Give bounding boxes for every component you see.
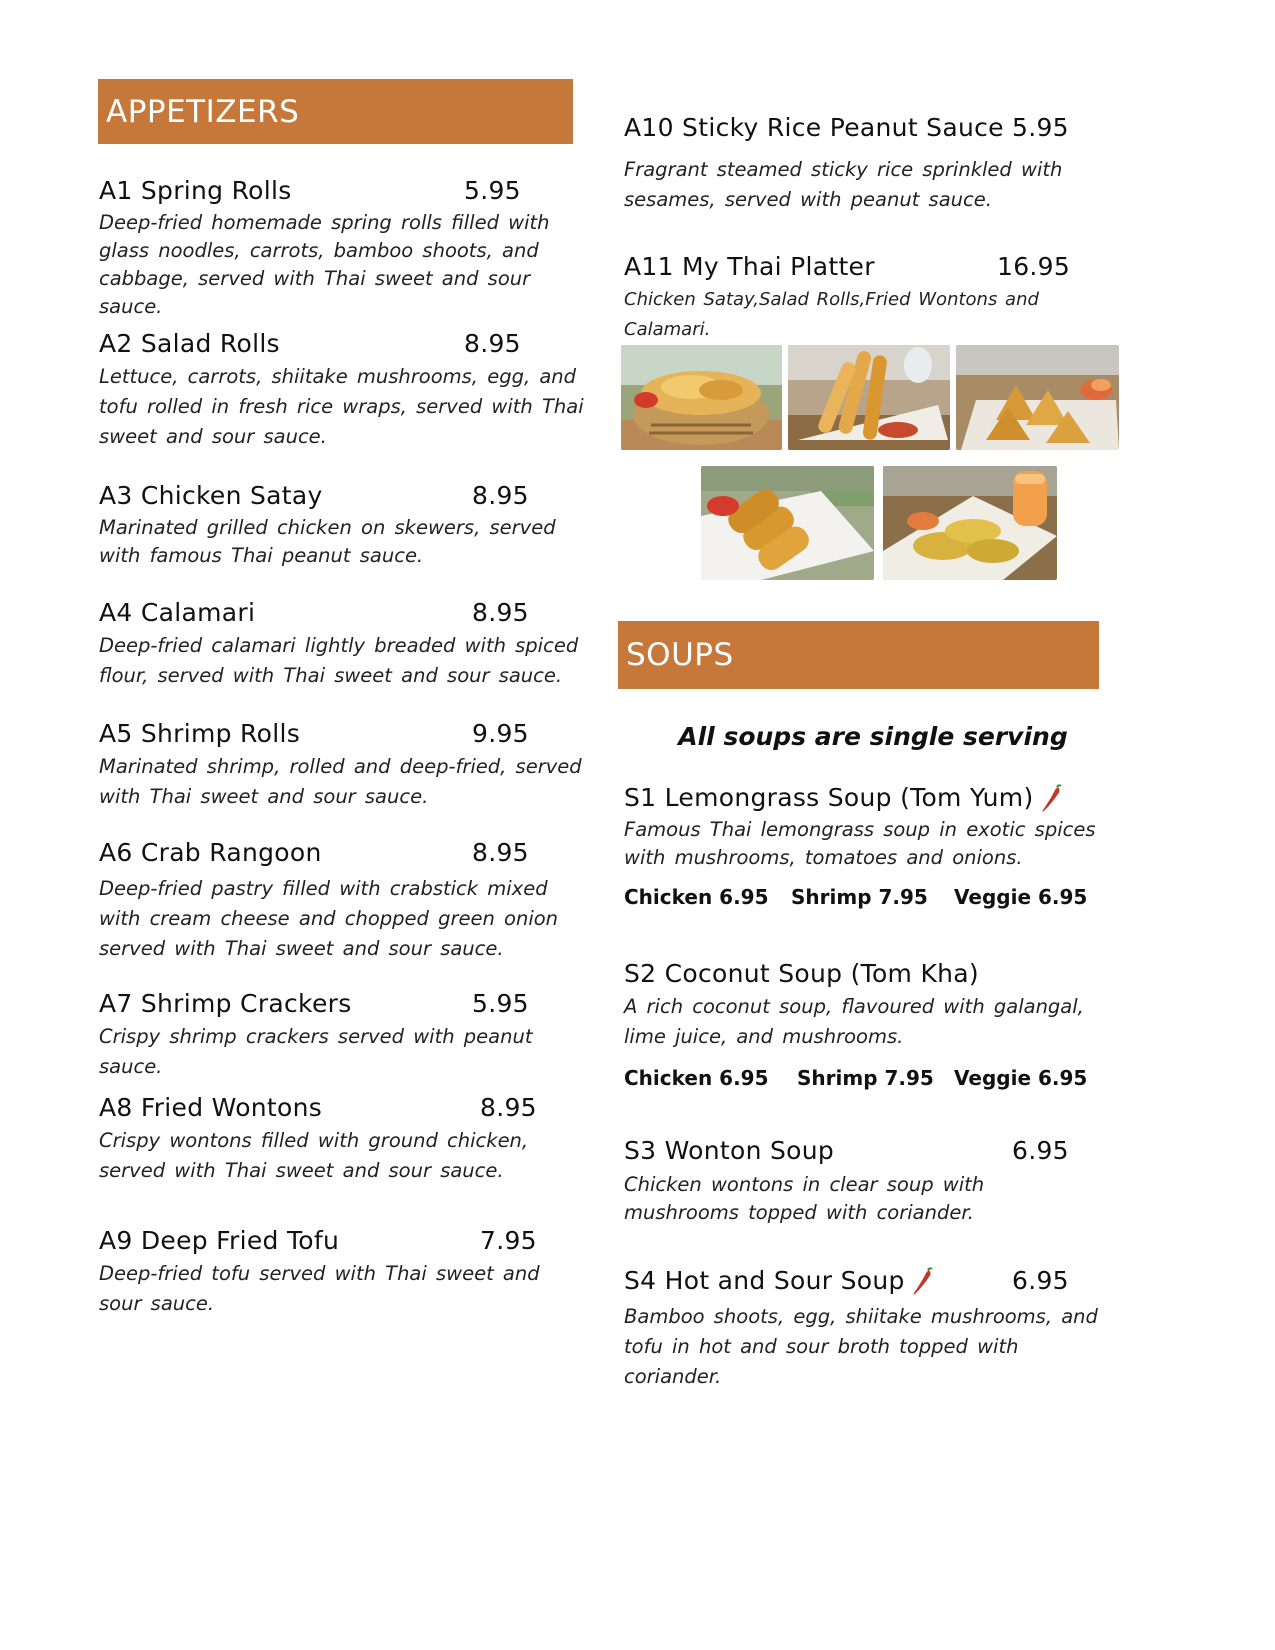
menu-item-a11 [624, 251, 1124, 345]
item-name: A4 Calamari [99, 598, 256, 627]
item-price: 6.95 [1012, 1266, 1069, 1295]
menu-item-a9 [99, 1225, 569, 1319]
item-name: S3 Wonton Soup [624, 1136, 835, 1165]
item-price: 7.95 [480, 1226, 537, 1255]
price-veggie: Veggie 6.95 [954, 1066, 1088, 1090]
menu-item-a7 [99, 988, 599, 1082]
item-description: Marinated shrimp, rolled and deep-fried, served with Thai sweet and sour sauce. [99, 755, 582, 808]
soups-header-label: SOUPS [626, 637, 734, 673]
appetizers-header-label: APPETIZERS [106, 93, 300, 130]
shrimp-rolls-photo [788, 345, 950, 450]
menu-item-a1 [99, 175, 579, 321]
item-price: 5.95 [464, 176, 521, 205]
crab-rangoon-photo [956, 345, 1119, 450]
item-name: A3 Chicken Satay [99, 481, 323, 510]
soups-note: All soups are single serving [678, 722, 1068, 751]
item-description: Deep-fried pastry filled with crabstick mixed with cream cheese and chopped green onion served with Thai sweet and sour sauce. [99, 877, 559, 960]
menu-item-a5 [99, 718, 604, 812]
item-description: Marinated grilled chicken on skewers, served with famous Thai peanut sauce. [99, 516, 556, 567]
item-name: A8 Fried Wontons [99, 1093, 323, 1122]
item-description: Deep-fried homemade spring rolls filled with glass noodles, carrots, bamboo shoots, and cabbage, served with Thai sweet and sour sauce. [99, 211, 550, 318]
appetizers-header [98, 79, 573, 144]
item-price: 8.95 [472, 481, 529, 510]
item-description: Crispy shrimp crackers served with peanut sauce. [99, 1025, 533, 1078]
chili-icon [1040, 784, 1064, 814]
item-price: 8.95 [480, 1093, 537, 1122]
item-description: Chicken Satay,Salad Rolls,Fried Wontons and Calamari. [624, 289, 1039, 340]
price-chicken: Chicken 6.95 [624, 1066, 769, 1090]
item-price: 8.95 [472, 838, 529, 867]
spring-rolls-photo [701, 466, 874, 580]
menu-item-a6 [99, 837, 569, 964]
menu-item-a2 [99, 328, 594, 452]
item-description: Bamboo shoots, egg, shiitake mushrooms, and tofu in hot and sour broth topped with coriander. [624, 1305, 1098, 1388]
price-shrimp: Shrimp 7.95 [797, 1066, 934, 1090]
item-description: Deep-fried calamari lightly breaded with spiced flour, served with Thai sweet and sour sauce. [99, 634, 579, 687]
soup-price-options [624, 885, 1124, 911]
chicken-satay-photo [883, 466, 1057, 580]
item-description: Fragrant steamed sticky rice sprinkled with sesames, served with peanut sauce. [624, 158, 1063, 211]
item-price: 6.95 [1012, 1136, 1069, 1165]
menu-item-s1 [624, 782, 1124, 872]
item-price: 5.95 [1012, 113, 1069, 142]
item-description: Famous Thai lemongrass soup in exotic spices with mushrooms, tomatoes and onions. [624, 818, 1096, 869]
item-price: 16.95 [997, 252, 1071, 281]
price-shrimp: Shrimp 7.95 [791, 885, 928, 909]
price-veggie: Veggie 6.95 [954, 885, 1088, 909]
menu-item-a10 [624, 112, 1129, 215]
item-description: Lettuce, carrots, shiitake mushrooms, egg, and tofu rolled in fresh rice wraps, served with Thai sweet and sour sauce. [99, 365, 584, 448]
price-chicken: Chicken 6.95 [624, 885, 769, 909]
item-name: A5 Shrimp Rolls [99, 719, 301, 748]
item-price: 8.95 [464, 329, 521, 358]
menu-item-s4 [624, 1265, 1124, 1392]
item-name: S2 Coconut Soup (Tom Kha) [624, 959, 979, 988]
item-description: Chicken wontons in clear soup with mushrooms topped with coriander. [624, 1173, 985, 1224]
item-name: A11 My Thai Platter [624, 252, 875, 281]
item-description: Deep-fried tofu served with Thai sweet and sour sauce. [99, 1262, 540, 1315]
item-description: Crispy wontons filled with ground chicken, served with Thai sweet and sour sauce. [99, 1129, 529, 1182]
item-name: S1 Lemongrass Soup (Tom Yum) [624, 783, 1034, 812]
item-name: A2 Salad Rolls [99, 329, 280, 358]
menu-item-a8 [99, 1092, 579, 1186]
menu-item-a3 [99, 480, 574, 570]
item-description: A rich coconut soup, flavoured with galangal, lime juice, and mushrooms. [624, 995, 1084, 1048]
item-name: A1 Spring Rolls [99, 176, 292, 205]
item-price: 5.95 [472, 989, 529, 1018]
soups-header [618, 621, 1099, 689]
item-price: 8.95 [472, 598, 529, 627]
fried-wontons-basket-photo [621, 345, 782, 450]
item-name: A6 Crab Rangoon [99, 838, 322, 867]
chili-icon [911, 1267, 935, 1297]
item-name: A10 Sticky Rice Peanut Sauce [624, 113, 1004, 142]
soup-price-options [624, 1066, 1124, 1092]
item-name: A7 Shrimp Crackers [99, 989, 352, 1018]
item-price: 9.95 [472, 719, 529, 748]
item-name: A9 Deep Fried Tofu [99, 1226, 340, 1255]
menu-item-s3 [624, 1135, 1094, 1227]
menu-item-s2 [624, 958, 1114, 1052]
item-name: S4 Hot and Sour Soup [624, 1266, 905, 1295]
menu-item-a4 [99, 597, 604, 691]
